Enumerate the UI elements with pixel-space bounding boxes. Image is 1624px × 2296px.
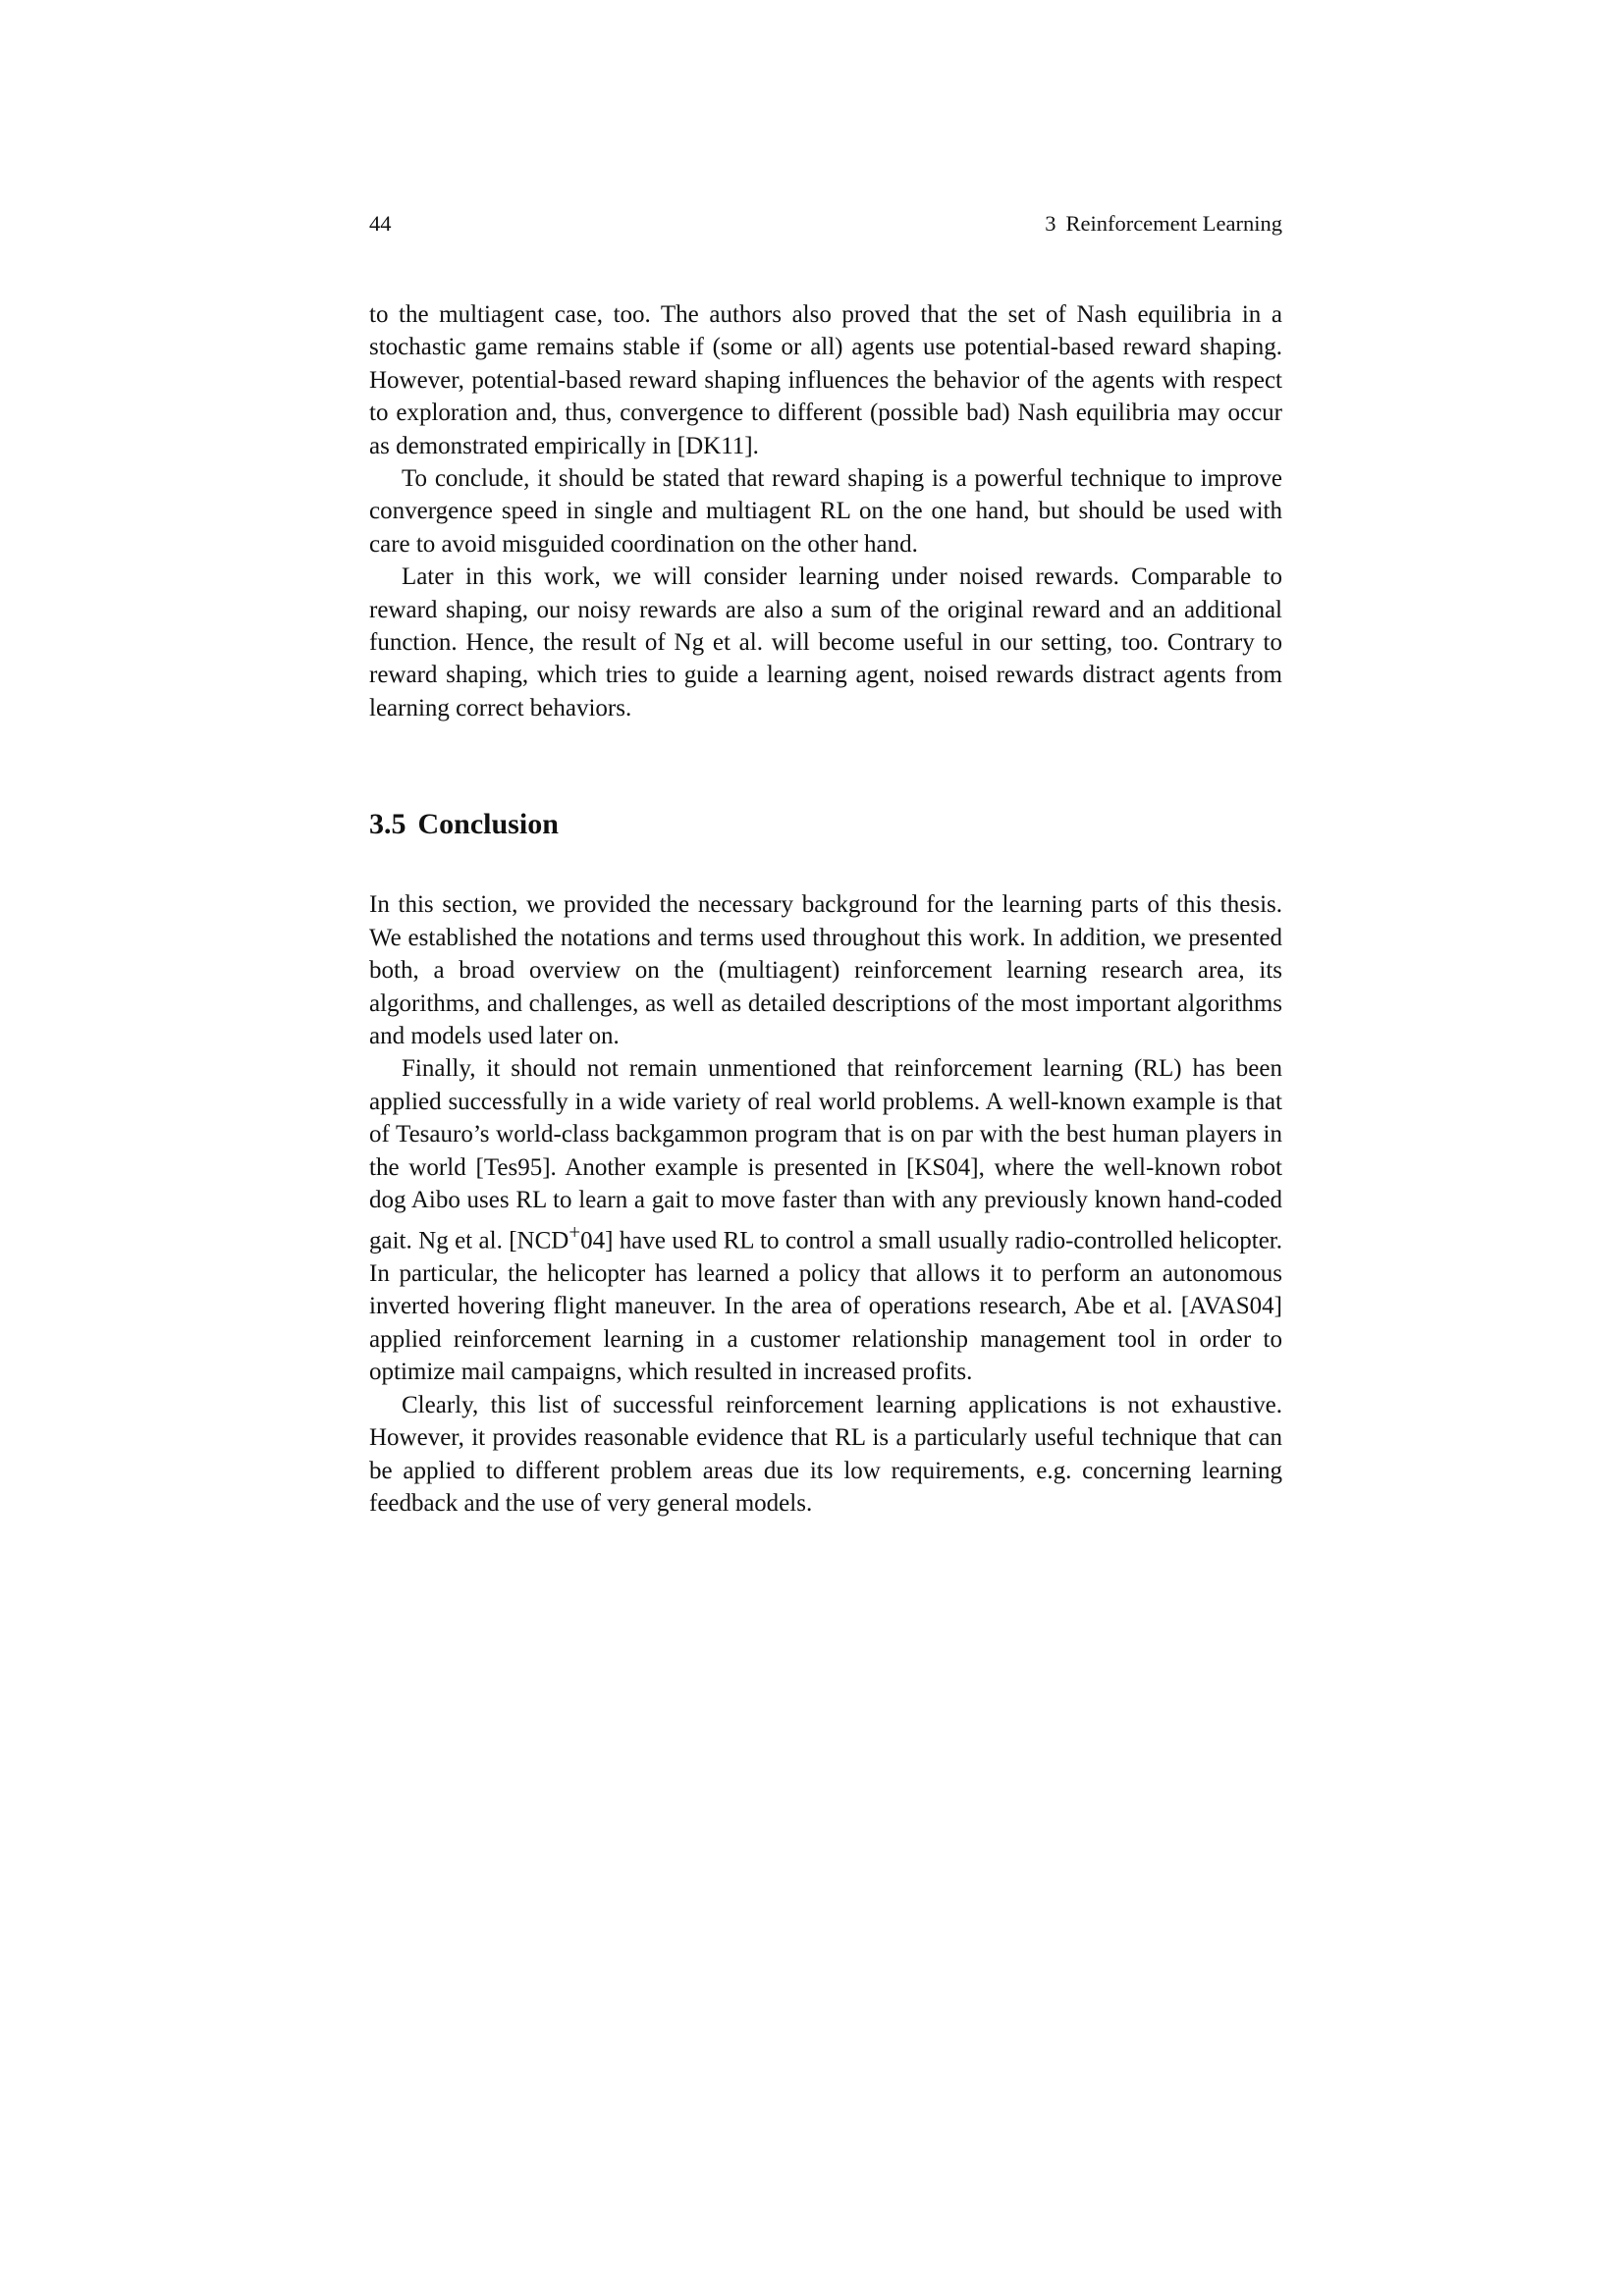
paragraph-noised-rewards: Later in this work, we will consider learning under noised rewards. Comparable to reward shaping, our noisy rewards are also a sum of the original reward and an additional function. Hence, the result of Ng et al. will become useful in our setting, too. Contrary to reward shaping, which tries to guide a learning agent, noised rewards distract agents from learning correct behaviors. [369,563,1282,721]
chapter-title: Reinforcement Learning [1065,211,1282,236]
section-heading [369,805,1282,844]
chapter-number: 3 [1045,211,1056,236]
paragraph-applications [369,1052,1282,1388]
section-title: Conclusion [417,808,559,841]
page-number: 44 [369,211,392,236]
running-head [369,209,1282,239]
section-number: 3.5 [369,808,406,841]
citation-superscript: + [568,1220,581,1245]
paragraph-closing: Clearly, this list of successful reinforcement learning applications is not exhaustive. However, it provides reasonable evidence that RL is a particularly useful technique that can be applied to different problem areas due its low requirements, e.g. concerning learning feedback and the use of very general models. [369,1391,1282,1517]
applications-text-part2: 04] have used RL to control a small usually radio-controlled helicopter. In particular, the helicopter has learned a policy that allows it to perform an autonomous inverted hovering flight maneuver. In the area of operations research, Abe et al. [AVAS04] applied reinforcement learning in a customer relationship management tool in order to optimize mail campaigns, which resulted in increased profits. [369,1227,1283,1386]
chapter-running-title [1045,209,1282,239]
section-body [369,888,1282,1520]
paragraph-reward-shaping-conclusion: To conclude, it should be stated that reward shaping is a powerful technique to improve convergence speed in single and multiagent RL on the one hand, but should be used with care to avoid misguided coordination on the other hand. [369,465,1282,558]
applications-text-part1: Finally, it should not remain unmentioned that reinforcement learning (RL) has been applied successfully in a wide variety of real world problems. A well-known example is that of Tesauro’s world-class backgammon program that is on par with the best human players in the world [Tes95]. Another example is presented in [KS04], where the well-known robot dog Aibo uses RL to learn a gait to move faster than with any previously known hand-coded gait. Ng et al. [NCD [369,1055,1282,1255]
page-body [369,298,1282,1520]
paragraph-section-summary: In this section, we provided the necessary background for the learning parts of this thesis. We established the notations and terms used throughout this work. In addition, we presented both, a broad overview on the (multiagent) reinforcement learning research area, its algorithms, and challenges, as well as detailed descriptions of the most important algorithms and models used later on. [369,891,1282,1049]
paragraph-continued: to the multiagent case, too. The authors also proved that the set of Nash equilibria in a stochastic game remains stable if (some or all) agents use potential-based reward shaping. However, potential-based reward shaping influences the behavior of the agents with respect to exploration and, thus, convergence to different (possible bad) Nash equilibria may occur as demonstrated empirically in [DK11]. [369,301,1282,459]
